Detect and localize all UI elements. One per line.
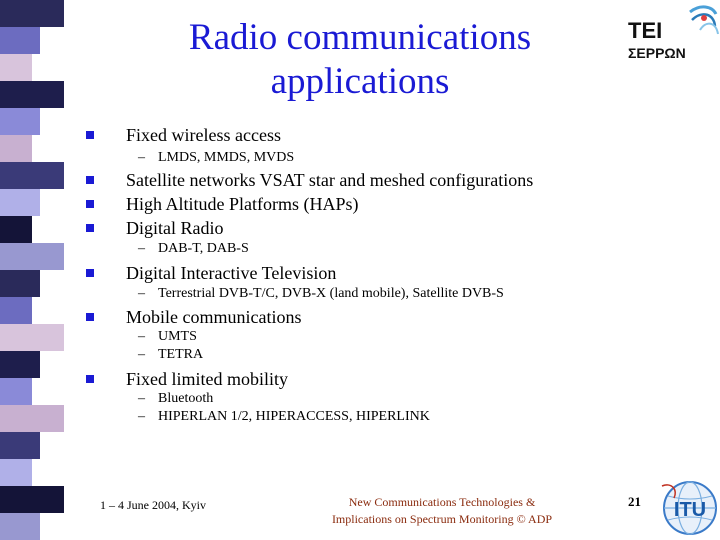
stripe-segment: [0, 189, 40, 216]
stripe-segment: [0, 162, 64, 189]
bullet-square-icon: [86, 269, 94, 277]
logo-line-2: ΣΕΡΡΩΝ: [628, 45, 686, 61]
page-number: 21: [628, 494, 641, 509]
stripe-segment: [0, 513, 40, 540]
logo-swirl-icon: [690, 7, 718, 34]
stripe-segment: [0, 405, 64, 432]
stripe-segment: [0, 108, 40, 135]
stripe-segment: [0, 81, 64, 108]
footer-center-text: [292, 494, 592, 528]
footer-center-line-2: Implications on Spectrum Monitoring © ADP: [331, 512, 553, 526]
stripe-segment: [0, 378, 32, 405]
bullet-square-icon: [86, 131, 94, 139]
stripe-segment: [0, 351, 40, 378]
decorative-side-stripe: [0, 0, 64, 540]
itu-logo: [656, 476, 720, 540]
bullet-square-icon: [86, 313, 94, 321]
slide-title: [140, 16, 580, 104]
bullet-square-icon: [86, 176, 94, 184]
bullet-square-icon: [86, 200, 94, 208]
stripe-segment: [0, 243, 64, 270]
stripe-segment: [0, 270, 40, 297]
stripe-segment: [0, 324, 64, 351]
footer-center-line-1: New Communications Technologies &: [348, 495, 536, 509]
title-line-1: Radio communications: [188, 17, 532, 58]
stripe-segment: [0, 432, 40, 459]
stripe-segment: [0, 486, 64, 513]
bullet-square-icon: [86, 224, 94, 232]
stripe-segment: [0, 54, 32, 81]
bullet-square-icon: [86, 375, 94, 383]
stripe-segment: [0, 135, 32, 162]
tei-logo: [620, 0, 720, 70]
itu-logo-text: ITU: [673, 499, 707, 521]
stripe-segment: [0, 459, 32, 486]
footer-date: 1 – 4 June 2004, Kyiv: [100, 498, 206, 512]
stripe-segment: [0, 297, 32, 324]
stripe-segment: [0, 0, 64, 27]
title-line-2: applications: [270, 61, 450, 102]
stripe-segment: [0, 27, 40, 54]
stripe-segment: [0, 216, 32, 243]
logo-line-1: TEI: [628, 18, 663, 43]
